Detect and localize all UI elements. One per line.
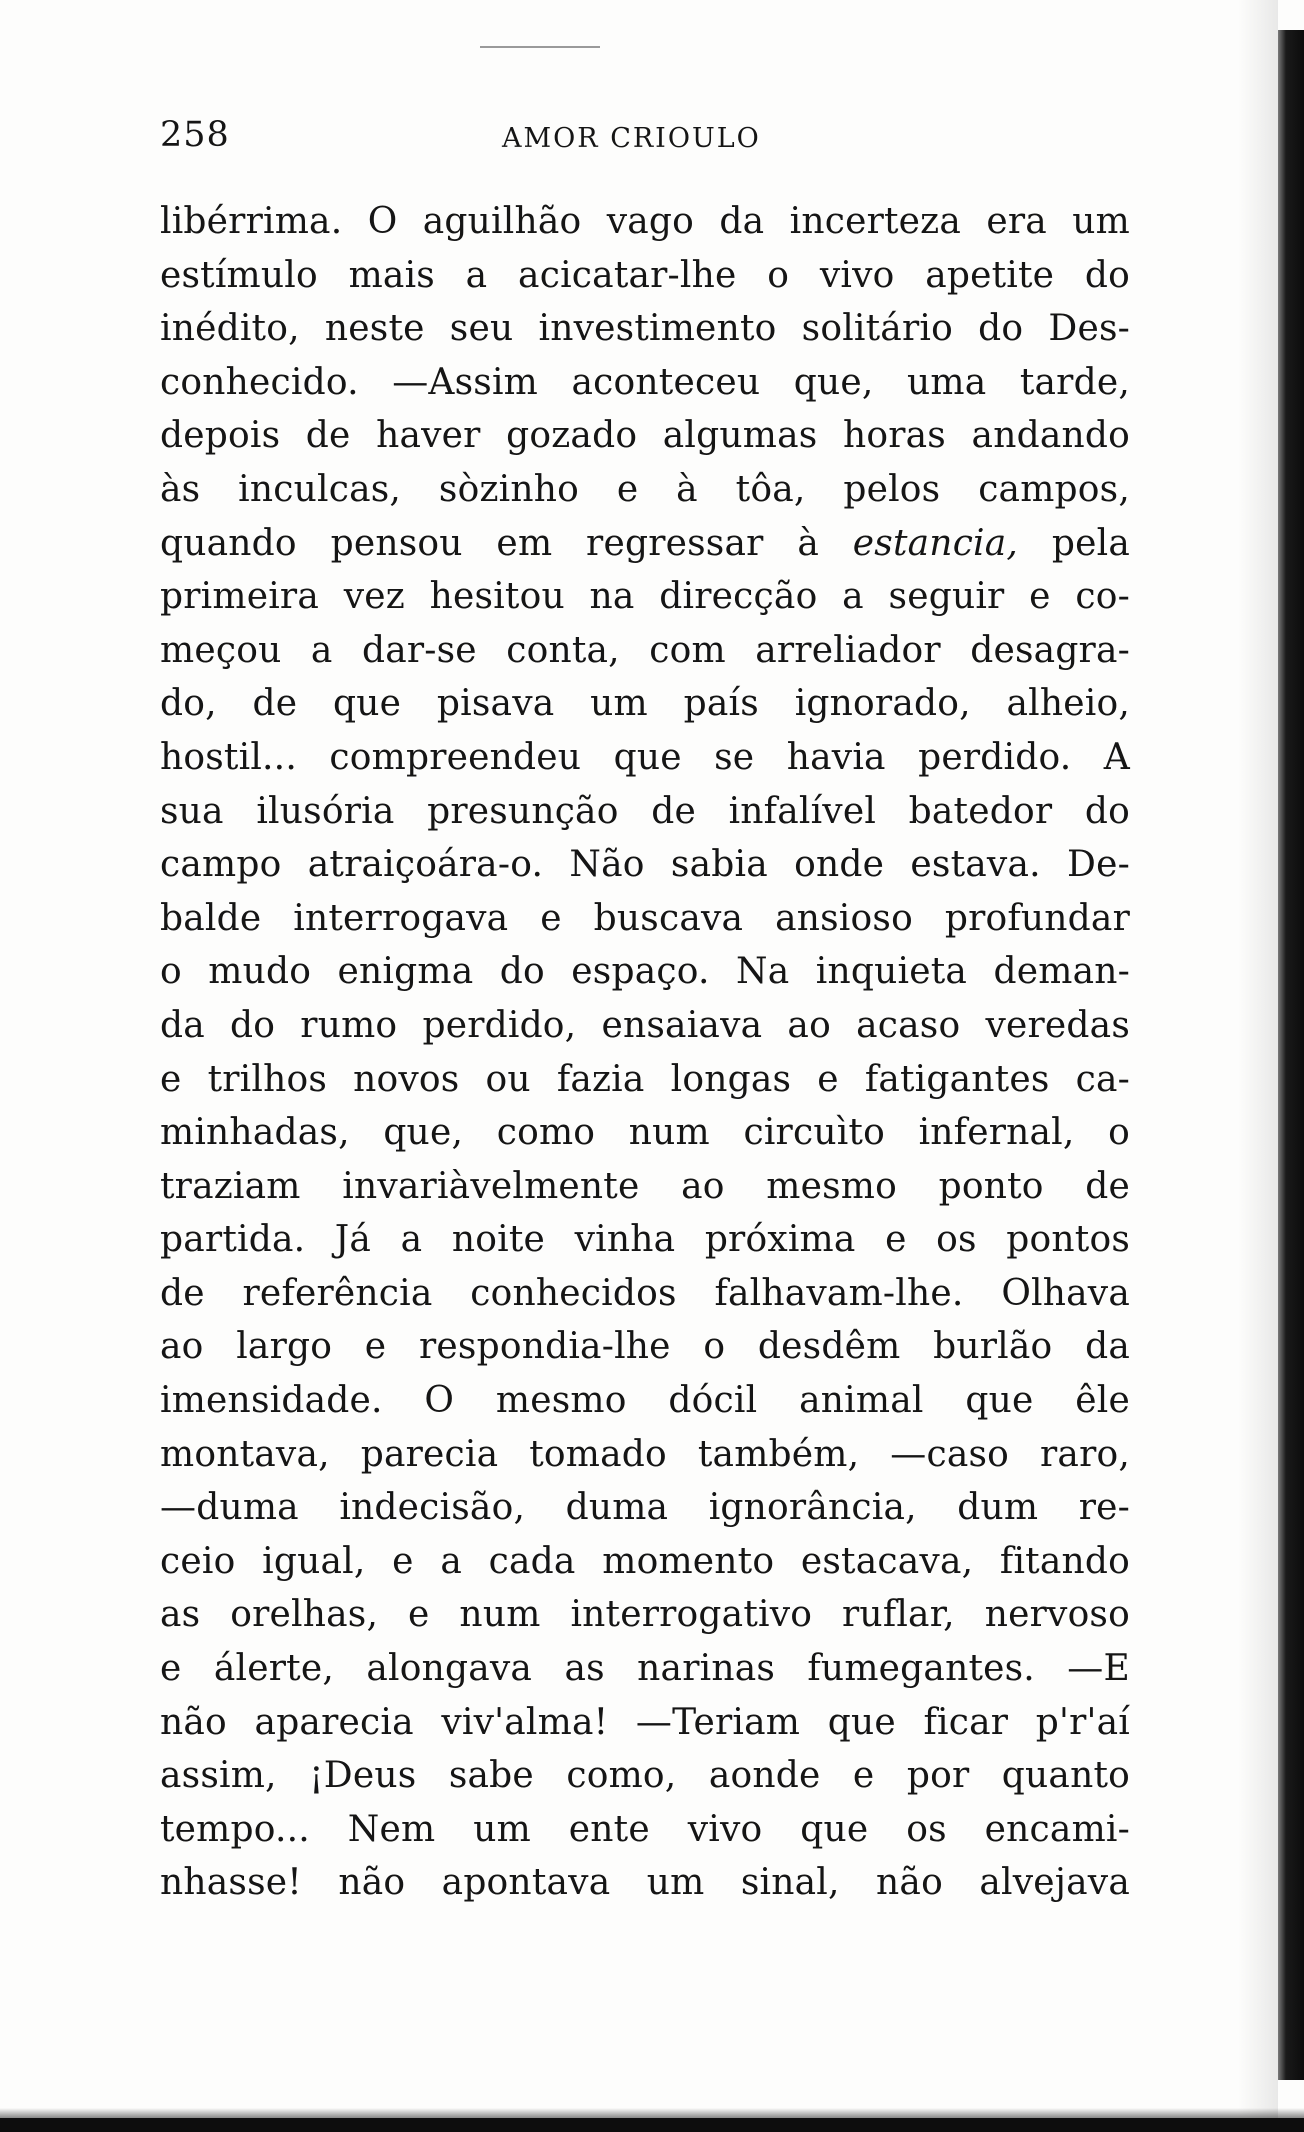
text-segment: pela xyxy=(1018,522,1130,564)
text-line: de referência conhecidos falhavam-lhe. Olhava xyxy=(160,1272,1130,1314)
page-number: 258 xyxy=(160,115,230,155)
text-line: libérrima. O aguilhão vago da incerteza era um xyxy=(160,201,1130,242)
text-line: conhecido. —Assim aconteceu que, uma tarde, xyxy=(160,361,1130,403)
text-line: meçou a dar-se conta, com arreliador desagra- xyxy=(160,629,1130,671)
text-line: minhadas, que, como num circuìto infernal, o xyxy=(160,1112,1130,1154)
text-line: sua ilusória presunção de infalível batedor do xyxy=(160,790,1130,832)
text-line: da do rumo perdido, ensaiava ao acaso veredas xyxy=(160,1004,1130,1046)
binding-edge xyxy=(1278,30,1304,2080)
text-line: tempo... Nem um ente vivo que os encami- xyxy=(160,1808,1130,1850)
text-line: estímulo mais a acicatar-lhe o vivo apetite do xyxy=(160,254,1130,296)
text-line: do, de que pisava um país ignorado, alheio, xyxy=(160,683,1130,725)
text-line: ceio igual, e a cada momento estacava, fitando xyxy=(160,1540,1130,1582)
text-line: e álerte, alongava as narinas fumegantes. —E xyxy=(160,1648,1130,1690)
scan-mark xyxy=(480,46,600,48)
text-line: e trilhos novos ou fazia longas e fatigantes ca- xyxy=(160,1058,1130,1100)
text-line: montava, parecia tomado também, —caso raro, xyxy=(160,1433,1130,1475)
text-line: primeira vez hesitou na direcção a seguir e co- xyxy=(160,576,1130,618)
text-line: partida. Já a noite vinha próxima e os pontos xyxy=(160,1219,1130,1261)
text-line: ao largo e respondia-lhe o desdêm burlão da xyxy=(160,1326,1130,1368)
text-line: assim, ¡Deus sabe como, aonde e por quanto xyxy=(160,1755,1130,1797)
text-line: não aparecia viv'alma! —Teriam que ficar p'r'aí xyxy=(160,1701,1130,1743)
bottom-edge xyxy=(0,2118,1304,2132)
text-line: campo atraiçoára-o. Não sabia onde estava. De- xyxy=(160,844,1130,886)
text-line: imensidade. O mesmo dócil animal que êle xyxy=(160,1380,1130,1422)
text-line: hostil... compreendeu que se havia perdido. A xyxy=(160,736,1130,778)
text-line: inédito, neste seu investimento solitário do Des- xyxy=(160,308,1130,350)
running-head xyxy=(160,115,1130,165)
text-line: balde interrogava e buscava ansioso profundar xyxy=(160,897,1130,939)
text-line: nhasse! não apontava um sinal, não alvejava xyxy=(160,1862,1130,1904)
text-line: as orelhas, e num interrogativo ruflar, nervoso xyxy=(160,1594,1130,1636)
text-line: depois de haver gozado algumas horas andando xyxy=(160,415,1130,457)
running-title: AMOR CRIOULO xyxy=(502,123,761,154)
text-line xyxy=(160,517,1130,571)
text-segment: quando pensou em regressar à xyxy=(160,522,853,564)
italic-word: estancia, xyxy=(852,522,1019,564)
text-line: traziam invariàvelmente ao mesmo ponto de xyxy=(160,1165,1130,1207)
body-text xyxy=(160,195,1130,1910)
text-line: o mudo enigma do espaço. Na inquieta deman- xyxy=(160,951,1130,993)
text-line: —duma indecisão, duma ignorância, dum re- xyxy=(160,1487,1130,1529)
bottom-shadow xyxy=(0,2108,1304,2118)
binding-shadow xyxy=(1238,0,1278,2132)
text-line: às inculcas, sòzinho e à tôa, pelos campos, xyxy=(160,468,1130,510)
